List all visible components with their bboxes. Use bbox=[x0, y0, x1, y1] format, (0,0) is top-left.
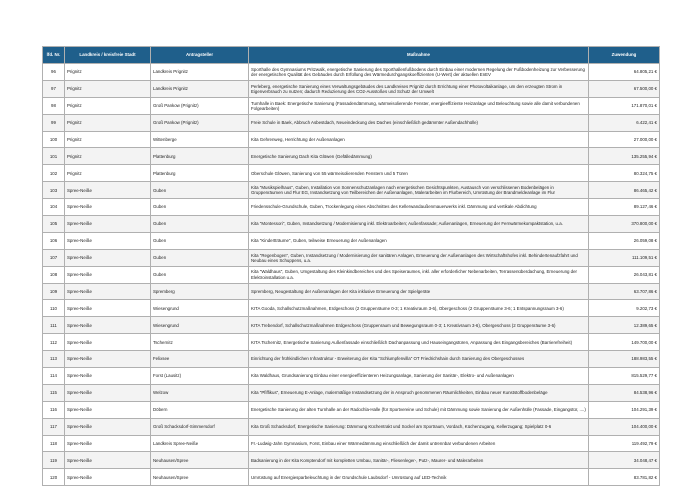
cell-landkreis: Spree-Neiße bbox=[65, 232, 151, 249]
table-row bbox=[43, 114, 660, 131]
cell-nr: 111 bbox=[43, 317, 65, 334]
cell-landkreis: Spree-Neiße bbox=[65, 384, 151, 401]
cell-massnahme: KITA Tschernitz, Energetische Sanierung Außenfassade einschließlich Dachanpassung und Hauseingangstüren, Anpassung des Eingangsbereiches (Barrierefreiheit) bbox=[249, 334, 589, 351]
cell-landkreis: Spree-Neiße bbox=[65, 351, 151, 368]
table-row bbox=[43, 97, 660, 114]
cell-massnahme: Kita "Musikspielhaus", Guben, Installation von Sonnenschutzanlagen nach energetischen Gesichtspunkten, Austausch von verschlissenen Bodenbelägen in Gruppenräumen und Flur EG, Instandsetzung von Teilbereichen der Außenanlagen, Malerarbeiten im Flurbereich, Umrüstung der Brandmeldeanlage im Flur bbox=[249, 182, 589, 199]
cell-antragsteller: Groß Pankow (Prignitz) bbox=[151, 97, 249, 114]
cell-massnahme: Sporthalle des Gymnasiums Pritzwalk, energetische Sanierung des Sporthallenfußbodens durch Einbau einer modernen Regelung der Fußbodenheizung zur Verbesserung der energetischen Qualität des Gebäudes durch Erfüllung des Wärmedurchgangskoeffizienten (U-Wert) der aktuellen EnEV bbox=[249, 64, 589, 81]
table-row bbox=[43, 334, 660, 351]
cell-antragsteller: Welzow bbox=[151, 384, 249, 401]
cell-antragsteller: Neuhausen/Spree bbox=[151, 469, 249, 486]
header-row bbox=[43, 47, 660, 64]
cell-zuwendung: 188.983,55 € bbox=[589, 351, 660, 368]
table-row bbox=[43, 300, 660, 317]
cell-nr: 119 bbox=[43, 452, 65, 469]
table-row bbox=[43, 131, 660, 148]
cell-zuwendung: 370.800,00 € bbox=[589, 216, 660, 233]
cell-massnahme: Badsanierung in der Kita Komptendorf mit kompletten Umbau, Sanitär-, Fliesenleger-, Putz-, Maurer- und Malerarbeiten bbox=[249, 452, 589, 469]
cell-zuwendung: 135.255,94 € bbox=[589, 148, 660, 165]
cell-landkreis: Spree-Neiße bbox=[65, 452, 151, 469]
cell-antragsteller: Guben bbox=[151, 182, 249, 199]
cell-antragsteller: Forst (Lausitz) bbox=[151, 368, 249, 385]
cell-antragsteller: Neuhausen/Spree bbox=[151, 452, 249, 469]
cell-massnahme: Fr.-Ludwig-Jahn Gymnasium, Forst, Einbau einer Wärmedämmung einschließlich der damit untrennbar verbundenen Arbeiten bbox=[249, 435, 589, 452]
cell-antragsteller: Landkreis Prignitz bbox=[151, 64, 249, 81]
cell-nr: 118 bbox=[43, 435, 65, 452]
cell-antragsteller: Guben bbox=[151, 216, 249, 233]
cell-nr: 107 bbox=[43, 249, 65, 266]
cell-landkreis: Spree-Neiße bbox=[65, 401, 151, 418]
cell-landkreis: Prignitz bbox=[65, 131, 151, 148]
cell-zuwendung: 104.291,39 € bbox=[589, 401, 660, 418]
header-zuwendung: Zuwendung bbox=[589, 47, 660, 64]
cell-nr: 104 bbox=[43, 199, 65, 216]
cell-massnahme: Einrichtung der frühkindlichen Infrastruktur - Erweiterung der Kita "Schlumpfenvilla" OT Friedrichshain durch Sanierung des Obergeschosses bbox=[249, 351, 589, 368]
cell-nr: 100 bbox=[43, 131, 65, 148]
table-row bbox=[43, 317, 660, 334]
cell-antragsteller: Plattenburg bbox=[151, 165, 249, 182]
cell-antragsteller: Landkreis Prignitz bbox=[151, 80, 249, 97]
cell-nr: 99 bbox=[43, 114, 65, 131]
cell-antragsteller: Groß Schacksdorf-Simmersdorf bbox=[151, 418, 249, 435]
cell-zuwendung: 111.109,51 € bbox=[589, 249, 660, 266]
header-massnahme: Maßnahme bbox=[249, 47, 589, 64]
cell-massnahme: Energetische Sanierung Dach Kita Glöwen (Gefälledämmung) bbox=[249, 148, 589, 165]
cell-massnahme: KITA Trebendorf, Schallschutzmaßnahmen Erdgeschoss (Gruppenraum und Bewegungsraum 0-3; 1 Kreativraum 3-6), Obergeschoss (2 Gruppenräume 3-6) bbox=[249, 317, 589, 334]
cell-nr: 108 bbox=[43, 266, 65, 283]
cell-zuwendung: 119.492,79 € bbox=[589, 435, 660, 452]
table-row bbox=[43, 418, 660, 435]
cell-massnahme: Freie Schule in Baek, Abbruch Asbestdach, Neueindeckung des Daches (einschließlich gedämmter Außendachhülle) bbox=[249, 114, 589, 131]
header-nr: lfd. Nr. bbox=[43, 47, 65, 64]
cell-landkreis: Spree-Neiße bbox=[65, 435, 151, 452]
cell-nr: 102 bbox=[43, 165, 65, 182]
cell-massnahme: Kita "Montessori", Guben, Instandsetzung / Modernisierung inkl. Elektroarbeiten; Außenfassade; Außenanlagen, Erneuerung der Fernwärmekompaktstation, u.a. bbox=[249, 216, 589, 233]
table-body bbox=[43, 64, 660, 486]
cell-massnahme: Kita "Regenbogen", Guben, Instandsetzung / Modernisierung der sanitären Anlagen, Erneuerung der Außenanlagen des Wirtschaftshofes inkl. Behindertenaufzfahrt und Neubau eines Schuppens, u.a. bbox=[249, 249, 589, 266]
table-row bbox=[43, 182, 660, 199]
cell-antragsteller: Guben bbox=[151, 249, 249, 266]
cell-antragsteller: Plattenburg bbox=[151, 148, 249, 165]
cell-zuwendung: 26.043,81 € bbox=[589, 266, 660, 283]
table-row bbox=[43, 401, 660, 418]
funding-table bbox=[42, 46, 660, 486]
cell-massnahme: Kita Groß Schacksdorf, Energetische Sanierung: Dämmung Küchentrakt und Sockel am Sportraum, Vordach, Küchenzugang, Kellerzugang; Spielplatz 0-6 bbox=[249, 418, 589, 435]
cell-landkreis: Spree-Neiße bbox=[65, 249, 151, 266]
cell-zuwendung: 9.202,73 € bbox=[589, 300, 660, 317]
cell-antragsteller: Wiesengrund bbox=[151, 300, 249, 317]
table-row bbox=[43, 148, 660, 165]
cell-zuwendung: 83.781,82 € bbox=[589, 469, 660, 486]
cell-landkreis: Prignitz bbox=[65, 114, 151, 131]
cell-nr: 120 bbox=[43, 469, 65, 486]
cell-landkreis: Spree-Neiße bbox=[65, 199, 151, 216]
cell-antragsteller: Guben bbox=[151, 199, 249, 216]
cell-nr: 116 bbox=[43, 401, 65, 418]
table-row bbox=[43, 351, 660, 368]
cell-zuwendung: 84.538,96 € bbox=[589, 384, 660, 401]
cell-antragsteller: Tschernitz bbox=[151, 334, 249, 351]
funding-table-sheet bbox=[42, 46, 659, 486]
table-row bbox=[43, 80, 660, 97]
cell-landkreis: Spree-Neiße bbox=[65, 368, 151, 385]
cell-massnahme: Kita Waldhaus, Grundsanierung Einbau einer energieeffizienteren Heizungsanlage, Sanierung der Sanitär-, Elektro- und Außenanlagen bbox=[249, 368, 589, 385]
cell-zuwendung: 27.000,00 € bbox=[589, 131, 660, 148]
cell-massnahme: Oberschule Glöwen, Sanierung von 55 wärmeisolierenden Fenstern und 5 Türen bbox=[249, 165, 589, 182]
cell-antragsteller: Groß Pankow (Prignitz) bbox=[151, 114, 249, 131]
cell-massnahme: Kita Gehrenweg, Herrichtung der Außenanlagen bbox=[249, 131, 589, 148]
cell-nr: 113 bbox=[43, 351, 65, 368]
cell-zuwendung: 149.700,00 € bbox=[589, 334, 660, 351]
cell-massnahme: Kita "Pfiffikus", Erneuerung E-Anlage, malermäßige Instandsetzung der in Anspruch genommenen Räumlichkeiten, Einbau neuer Kunststoffbodenbeläge bbox=[249, 384, 589, 401]
cell-massnahme: Spremberg, Neugestaltung der Außenanlagen der Kita inklusive Erneuerung der Spielgeräte bbox=[249, 283, 589, 300]
cell-zuwendung: 63.707,86 € bbox=[589, 283, 660, 300]
cell-zuwendung: 171.870,01 € bbox=[589, 97, 660, 114]
cell-nr: 110 bbox=[43, 300, 65, 317]
cell-zuwendung: 815.529,77 € bbox=[589, 368, 660, 385]
cell-nr: 103 bbox=[43, 182, 65, 199]
table-row bbox=[43, 266, 660, 283]
cell-landkreis: Spree-Neiße bbox=[65, 266, 151, 283]
cell-landkreis: Spree-Neiße bbox=[65, 216, 151, 233]
cell-antragsteller: Guben bbox=[151, 266, 249, 283]
cell-zuwendung: 34.048,47 € bbox=[589, 452, 660, 469]
cell-zuwendung: 80.324,75 € bbox=[589, 165, 660, 182]
header-antragsteller: Antragsteller bbox=[151, 47, 249, 64]
cell-nr: 106 bbox=[43, 232, 65, 249]
cell-zuwendung: 104.400,00 € bbox=[589, 418, 660, 435]
cell-nr: 97 bbox=[43, 80, 65, 97]
cell-antragsteller: Landkreis Spree-Neiße bbox=[151, 435, 249, 452]
cell-massnahme: Umrüstung auf Energiesparbeleuchtung in der Grundschule Laubsdorf - Umrüstung auf LED-Technik bbox=[249, 469, 589, 486]
cell-antragsteller: Guben bbox=[151, 232, 249, 249]
table-row bbox=[43, 216, 660, 233]
table-row bbox=[43, 232, 660, 249]
cell-massnahme: KITA Gooda, Schallschutzmaßnahmen, Erdgeschoss (2 Gruppenräume 0-3; 1 Kreativraum 3-6), Obergeschoss (2 Gruppenräume 3-6; 1 Entspannungsraum 3-6) bbox=[249, 300, 589, 317]
cell-nr: 105 bbox=[43, 216, 65, 233]
table-row bbox=[43, 64, 660, 81]
cell-landkreis: Prignitz bbox=[65, 64, 151, 81]
table-row bbox=[43, 249, 660, 266]
cell-landkreis: Spree-Neiße bbox=[65, 418, 151, 435]
cell-nr: 114 bbox=[43, 368, 65, 385]
cell-landkreis: Spree-Neiße bbox=[65, 334, 151, 351]
cell-zuwendung: 89.127,46 € bbox=[589, 199, 660, 216]
cell-massnahme: Turnhalle in Baek: Energetische Sanierung (Fassadendämmung, wärmeisolierende Fenster, energieeffiziente Heizanlage und Beleuchtung sowie alle damit verbundenen Folgearbeiten) bbox=[249, 97, 589, 114]
cell-antragsteller: Döbern bbox=[151, 401, 249, 418]
cell-zuwendung: 64.805,21 € bbox=[589, 64, 660, 81]
table-row bbox=[43, 199, 660, 216]
cell-nr: 117 bbox=[43, 418, 65, 435]
cell-nr: 96 bbox=[43, 64, 65, 81]
cell-massnahme: Perleberg, energetische Sanierung eines Verwaltungsgebäudes des Landkreises Prignitz durch Errichtung einer Photovoltaikanlage, um den erzeugten Strom in Eigenverbrauch zu nutzen; dadurch Reduzierung des CO2-Ausstoßes und Schutz der Umwelt bbox=[249, 80, 589, 97]
cell-antragsteller: Spremberg bbox=[151, 283, 249, 300]
cell-zuwendung: 26.059,08 € bbox=[589, 232, 660, 249]
cell-landkreis: Spree-Neiße bbox=[65, 317, 151, 334]
cell-zuwendung: 67.500,00 € bbox=[589, 80, 660, 97]
cell-nr: 112 bbox=[43, 334, 65, 351]
cell-nr: 98 bbox=[43, 97, 65, 114]
cell-landkreis: Prignitz bbox=[65, 148, 151, 165]
cell-massnahme: Energetische Sanierung der alten Turnhalle an der Radochla-Halle (für Sportvereine und Schule) mit Dämmung sowie Sanierung der Außenhülle (Fassade, Eingangstür, ....) bbox=[249, 401, 589, 418]
cell-landkreis: Spree-Neiße bbox=[65, 283, 151, 300]
table-row bbox=[43, 384, 660, 401]
table-row bbox=[43, 452, 660, 469]
cell-zuwendung: 6.422,41 € bbox=[589, 114, 660, 131]
table-row bbox=[43, 469, 660, 486]
cell-zuwendung: 12.389,65 € bbox=[589, 317, 660, 334]
cell-antragsteller: Felixsee bbox=[151, 351, 249, 368]
cell-landkreis: Spree-Neiße bbox=[65, 300, 151, 317]
cell-massnahme: Kita "Kindertträume", Guben, teilweise Erneuerung der Außenanlagen bbox=[249, 232, 589, 249]
cell-landkreis: Spree-Neiße bbox=[65, 182, 151, 199]
cell-zuwendung: 86.465,42 € bbox=[589, 182, 660, 199]
table-row bbox=[43, 435, 660, 452]
cell-landkreis: Prignitz bbox=[65, 97, 151, 114]
cell-antragsteller: Wittenberge bbox=[151, 131, 249, 148]
table-row bbox=[43, 165, 660, 182]
table-row bbox=[43, 283, 660, 300]
cell-antragsteller: Wiesengrund bbox=[151, 317, 249, 334]
table-row bbox=[43, 368, 660, 385]
cell-massnahme: Kita "Waldhaus", Guben, Umgestaltung des Kleinkindbereiches und des Speiseraumes, inkl. aller erforderlicher Nebenarbeiten, Terrassenüberdachung, Erneuerung der Elektroinstallation u.a. bbox=[249, 266, 589, 283]
cell-nr: 115 bbox=[43, 384, 65, 401]
cell-massnahme: Friedensschule-Grundschule, Guben, Trockenlegung eines Abschnittes des Kellerwandaußenmauerwerks inkl. Dämmung und vertikale Abdichtung bbox=[249, 199, 589, 216]
header-landkreis: Landkreis / kreisfreie Stadt bbox=[65, 47, 151, 64]
cell-nr: 109 bbox=[43, 283, 65, 300]
cell-landkreis: Prignitz bbox=[65, 165, 151, 182]
cell-landkreis: Spree-Neiße bbox=[65, 469, 151, 486]
cell-nr: 101 bbox=[43, 148, 65, 165]
cell-landkreis: Prignitz bbox=[65, 80, 151, 97]
